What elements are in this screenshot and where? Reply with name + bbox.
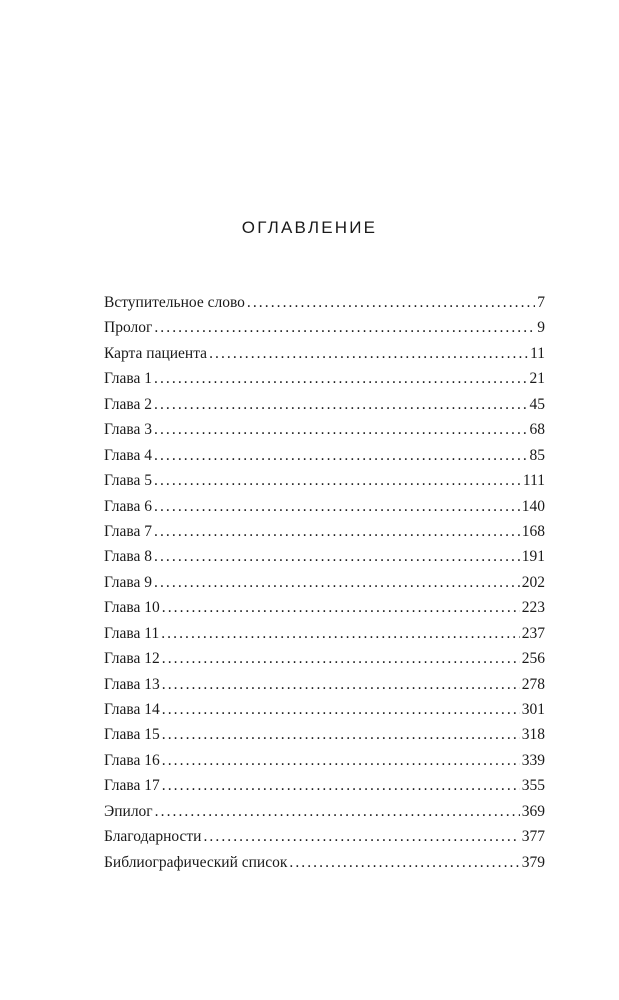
toc-entry xyxy=(104,315,545,340)
toc-entry xyxy=(104,850,545,875)
toc-entry-label: Глава 14 xyxy=(104,701,160,718)
toc-entry-label: Пролог xyxy=(104,319,153,337)
toc-entry xyxy=(104,773,545,798)
toc-dot-leader xyxy=(154,544,520,569)
toc-entry xyxy=(104,799,545,824)
toc-entry-label: Глава 9 xyxy=(104,573,153,591)
toc-dot-leader xyxy=(155,799,520,824)
toc-dot-leader xyxy=(162,595,520,620)
toc-entry xyxy=(104,595,545,620)
toc-dot-leader xyxy=(162,748,520,773)
toc-entry-label: Эпилог xyxy=(104,802,153,820)
toc-entry-page: 278 xyxy=(521,675,545,693)
toc-entry-page: 85 xyxy=(529,446,545,464)
toc-entry-label: Глава 3 xyxy=(104,421,153,439)
toc-dot-leader xyxy=(154,570,520,595)
toc-entry xyxy=(104,417,545,442)
toc-entry-label: Глава 15 xyxy=(104,726,160,744)
toc-entry xyxy=(104,824,545,849)
toc-entry-page: 237 xyxy=(521,624,545,642)
toc-entry-label: Глава 6 xyxy=(104,497,153,515)
toc-entry-page: 7 xyxy=(537,294,545,311)
toc-entry-label: Глава 7 xyxy=(104,522,153,540)
toc-dot-leader xyxy=(154,494,520,519)
toc-entry xyxy=(104,443,545,468)
toc-entry-label: Карта пациента xyxy=(104,344,208,362)
toc-entry-page: 9 xyxy=(537,319,545,337)
toc-dot-leader xyxy=(154,366,527,391)
toc-entry-page: 140 xyxy=(521,497,545,515)
toc-title: ОГЛАВЛЕНИЕ xyxy=(241,218,378,237)
toc-entry-label: Глава 4 xyxy=(104,446,153,464)
toc-dot-leader xyxy=(154,392,527,417)
toc-entry-label: Глава 5 xyxy=(104,472,153,490)
toc-dot-leader xyxy=(154,468,521,493)
toc-entry-label: Глава 12 xyxy=(104,650,160,668)
toc-entry xyxy=(104,748,545,773)
toc-dot-leader xyxy=(203,824,519,849)
toc-entry-page: 301 xyxy=(521,701,545,718)
toc-entry xyxy=(104,697,545,722)
toc-entry-page: 202 xyxy=(521,573,545,591)
toc-dot-leader xyxy=(162,697,520,722)
toc-dot-leader xyxy=(154,417,527,442)
toc-entry-page: 21 xyxy=(529,370,545,388)
toc-entry xyxy=(104,544,545,569)
toc-dot-leader xyxy=(161,621,520,646)
toc-entry-page: 168 xyxy=(521,522,545,540)
toc-entry xyxy=(104,570,545,595)
toc-entry-page: 355 xyxy=(521,777,545,795)
toc-entry-page: 377 xyxy=(521,828,545,846)
toc-entry xyxy=(104,646,545,671)
toc-entry-label: Глава 8 xyxy=(104,548,153,566)
toc-entry-label: Глава 11 xyxy=(104,624,160,642)
toc-entry-page: 256 xyxy=(521,650,545,668)
toc-entry-page: 223 xyxy=(521,599,545,617)
toc-entry xyxy=(104,494,545,519)
toc-entry-page: 191 xyxy=(521,548,545,566)
toc-entry-page: 45 xyxy=(529,395,545,413)
toc-entry-label: Благодарности xyxy=(104,828,202,846)
toc-entry-page: 369 xyxy=(521,802,545,820)
toc-entry xyxy=(104,341,545,366)
toc-entry xyxy=(104,290,545,315)
toc-entry-page: 339 xyxy=(521,751,545,769)
toc-dot-leader xyxy=(209,341,528,366)
toc-list xyxy=(104,290,545,875)
toc-entry xyxy=(104,366,545,391)
toc-entry-label: Глава 2 xyxy=(104,395,153,413)
toc-entry xyxy=(104,519,545,544)
toc-entry-page: 111 xyxy=(522,472,545,490)
toc-entry-label: Глава 1 xyxy=(104,370,153,388)
toc-entry-label: Глава 10 xyxy=(104,599,160,617)
toc-entry-page: 318 xyxy=(521,726,545,744)
toc-dot-leader xyxy=(154,315,535,340)
toc-entry xyxy=(104,621,545,646)
toc-entry-label: Библиографический список xyxy=(104,853,288,871)
toc-dot-leader xyxy=(289,850,519,875)
toc-entry xyxy=(104,392,545,417)
toc-dot-leader xyxy=(154,443,527,468)
toc-entry-page: 68 xyxy=(529,421,545,439)
toc-dot-leader xyxy=(247,290,535,315)
toc-entry xyxy=(104,468,545,493)
toc-entry-label: Вступительное слово xyxy=(104,294,245,311)
toc-entry-label: Глава 13 xyxy=(104,675,160,693)
toc-entry-label: Глава 17 xyxy=(104,777,160,795)
toc-entry-label: Глава 16 xyxy=(104,751,160,769)
toc-dot-leader xyxy=(162,722,520,747)
toc-dot-leader xyxy=(154,519,520,544)
toc-entry xyxy=(104,722,545,747)
toc-dot-leader xyxy=(162,672,520,697)
toc-entry xyxy=(104,672,545,697)
toc-dot-leader xyxy=(162,646,520,671)
toc-entry-page: 11 xyxy=(530,344,545,362)
toc-dot-leader xyxy=(162,773,520,798)
toc-entry-page: 379 xyxy=(521,853,545,871)
